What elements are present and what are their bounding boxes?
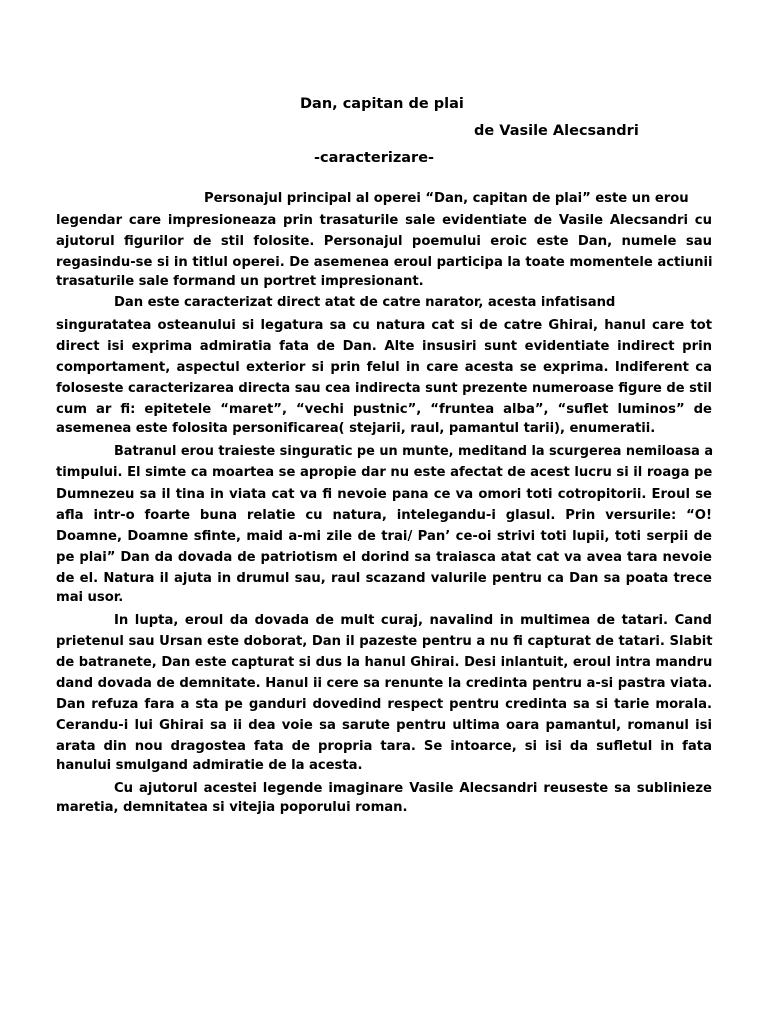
- text-line: Dan refuza fara a sta pe ganduri dovedind respect pentru credinta sa si tarie morala.: [56, 697, 712, 712]
- document-title: Dan, capitan de plai: [300, 96, 464, 112]
- text-line: hanului smulgand admiratie de la acesta.: [56, 758, 363, 773]
- text-line: timpului. El simte ca moartea se apropie dar nu este afectat de acest lucru si il roaga pe: [56, 465, 713, 480]
- text-line: singuratatea osteanului si legatura sa cu natura cat si de catre Ghirai, hanul care tot: [56, 318, 712, 333]
- text-line: asemenea este folosita personificarea( stejarii, raul, pamantul tarii), enumeratii.: [56, 421, 656, 436]
- text-line: comportament, aspectul exterior si prin felul in care acesta se exprima. Indiferent ca: [56, 360, 712, 375]
- text-line: ajutorul figurilor de stil folosite. Personajul poemului eroic este Dan, numele sau: [56, 234, 712, 249]
- text-line: legendar care impresioneaza prin trasaturile sale evidentiate de Vasile Alecsandri cu: [56, 213, 712, 228]
- text-line: Cerandu-i lui Ghirai sa ii dea voie sa sarute pentru ultima oara pamantul, romanul isi: [56, 718, 712, 733]
- document-subtitle: -caracterizare-: [314, 150, 435, 166]
- text-line: direct isi exprima admiratia fata de Dan. Alte insusiri sunt evidentiate indirect prin: [56, 339, 712, 354]
- text-line: mai usor.: [56, 590, 124, 605]
- text-line: regasindu-se si in titlul operei. De asemenea eroul participa la toate momentele actiunii: [56, 255, 713, 270]
- text-line: Doamne, Doamne sfinte, maid a-mi zile de trai/ Pan’ ce-oi strivi toti lupii, toti serpii de: [56, 529, 712, 544]
- text-line: Personajul principal al operei “Dan, capitan de plai” este un erou: [204, 191, 689, 206]
- text-line: foloseste caracterizarea directa sau cea indirecta sunt prezente numeroase figure de stil: [56, 381, 713, 396]
- document-author: de Vasile Alecsandri: [474, 123, 639, 139]
- text-line: de batranete, Dan este capturat si dus la hanul Ghirai. Desi inlantuit, eroul intra mandru: [56, 655, 713, 670]
- text-line: Dan este caracterizat direct atat de catre narator, acesta infatisand: [114, 295, 616, 310]
- text-line: dand dovada de demnitate. Hanul ii cere sa renunte la credinta pentru a-si pastra viata.: [56, 676, 713, 691]
- text-line: pe plai” Dan da dovada de patriotism el dorind sa traiasca atat cat va avea tara nevoie: [56, 550, 712, 565]
- text-line: afla intr-o foarte buna relatie cu natura, intelegandu-i glasul. Prin versurile: “O!: [56, 508, 712, 523]
- text-line: de el. Natura il ajuta in drumul sau, raul scazand valurile pentru ca Dan sa poata trece: [56, 571, 712, 586]
- text-line: Dumnezeu sa il tina in viata cat va fi nevoie pana ce va omori toti cotropitorii. Eroul se: [56, 487, 712, 502]
- text-line: arata din nou dragostea fata de propria tara. Se intoarce, si isi da sufletul in fata: [56, 739, 712, 754]
- text-line: In lupta, eroul da dovada de mult curaj, navalind in multimea de tatari. Cand: [114, 613, 712, 628]
- text-line: cum ar fi: epitetele “maret”, “vechi pustnic”, “fruntea alba”, “suflet luminos” de: [56, 402, 712, 417]
- text-line: maretia, demnitatea si vitejia poporului roman.: [56, 800, 408, 815]
- text-line: trasaturile sale formand un portret impresionant.: [56, 274, 424, 289]
- text-line: prietenul sau Ursan este doborat, Dan il pazeste pentru a nu fi capturat de tatari. Slabit: [56, 634, 713, 649]
- text-line: Cu ajutorul acestei legende imaginare Vasile Alecsandri reuseste sa sublinieze: [114, 781, 712, 796]
- text-line: Batranul erou traieste singuratic pe un munte, meditand la scurgerea nemiloasa a: [114, 444, 714, 459]
